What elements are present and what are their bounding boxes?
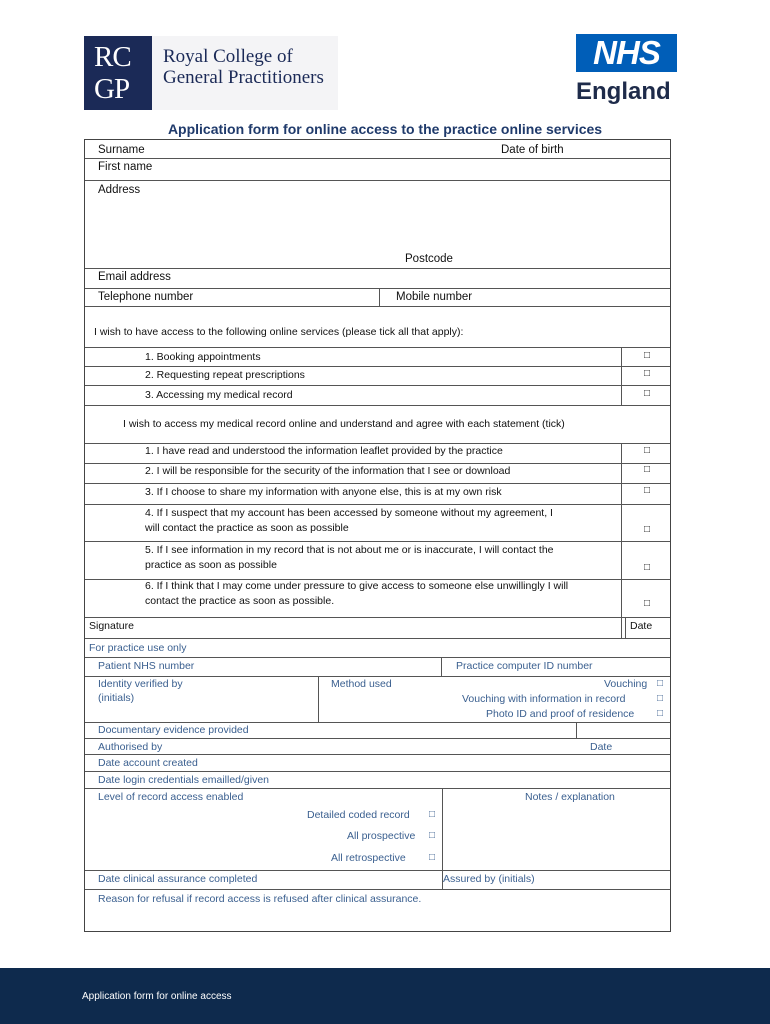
service-checkbox[interactable]: □ xyxy=(644,350,651,361)
assured-by-label: Assured by (initials) xyxy=(443,873,535,885)
photo-id-label: Photo ID and proof of residence xyxy=(486,708,635,720)
footer-text: Application form for online access xyxy=(82,991,232,1002)
statement-checkbox[interactable]: □ xyxy=(644,598,651,609)
statement-item: 5. If I see information in my record that is not about me or is inaccurate, I will contact the practice as soon as possible xyxy=(145,544,554,571)
statement-item: 2. I will be responsible for the security of the information that I see or download xyxy=(145,465,511,477)
statements-intro: I wish to access my medical record online and understand and agree with each statement (tick) xyxy=(123,418,565,430)
statement-checkbox[interactable]: □ xyxy=(644,464,651,475)
practice-use-header: For practice use only xyxy=(89,642,187,654)
statement-checkbox[interactable]: □ xyxy=(644,445,651,456)
identity-verified-label: Identity verified by xyxy=(98,678,183,690)
service-item: 2. Requesting repeat prescriptions xyxy=(145,369,305,381)
documentary-evidence-label: Documentary evidence provided xyxy=(98,724,249,736)
statement-checkbox[interactable]: □ xyxy=(644,524,651,535)
account-created-label: Date account created xyxy=(98,757,198,769)
email-label: Email address xyxy=(98,271,171,283)
mobile-label: Mobile number xyxy=(396,291,473,303)
all-retrospective-label: All retrospective xyxy=(331,852,406,864)
statement-item: 1. I have read and understood the information leaflet provided by the practice xyxy=(145,445,503,457)
record-access-level-label: Level of record access enabled xyxy=(98,791,244,803)
detailed-coded-label: Detailed coded record xyxy=(307,809,410,821)
signature-label: Signature xyxy=(89,620,134,632)
rcgp-logo-mark: RC GP xyxy=(84,36,152,110)
statement-checkbox[interactable]: □ xyxy=(644,485,651,496)
address-label: Address xyxy=(98,184,141,196)
statement-item: 4. If I suspect that my account has been accessed by someone without my agreement, I will contact the practice as soon as possible xyxy=(145,507,553,534)
statement-item: 3. If I choose to share my information with anyone else, this is at my own risk xyxy=(145,486,502,498)
method-used-label: Method used xyxy=(331,678,392,690)
service-checkbox[interactable]: □ xyxy=(644,368,651,379)
telephone-label: Telephone number xyxy=(98,291,194,303)
photo-id-checkbox[interactable]: □ xyxy=(657,708,664,719)
all-prospective-checkbox[interactable]: □ xyxy=(429,830,436,841)
surname-label: Surname xyxy=(98,144,145,156)
detailed-coded-checkbox[interactable]: □ xyxy=(429,809,436,820)
nhs-number-label: Patient NHS number xyxy=(98,660,195,672)
notes-label: Notes / explanation xyxy=(525,791,615,803)
first-name-label: First name xyxy=(98,161,153,173)
vouching-info-label: Vouching with information in record xyxy=(462,693,626,705)
computer-id-label: Practice computer ID number xyxy=(456,660,593,672)
clinical-assurance-label: Date clinical assurance completed xyxy=(98,873,258,885)
all-prospective-label: All prospective xyxy=(347,830,416,842)
nhs-england-label: England xyxy=(576,78,671,105)
initials-label: (initials) xyxy=(98,692,135,704)
date-of-birth-label: Date of birth xyxy=(501,144,564,156)
services-intro: I wish to have access to the following online services (please tick all that apply): xyxy=(94,326,464,338)
statement-item: 6. If I think that I may come under pressure to give access to someone else unwillingly I will contact the practice as soon as possible. xyxy=(145,580,569,607)
form-title: Application form for online access to the practice online services xyxy=(167,121,603,137)
authorised-date-label: Date xyxy=(590,741,613,753)
all-retrospective-checkbox[interactable]: □ xyxy=(429,852,436,863)
service-item: 3. Accessing my medical record xyxy=(145,389,293,401)
service-checkbox[interactable]: □ xyxy=(644,388,651,399)
authorised-by-label: Authorised by xyxy=(98,741,163,753)
nhs-logo: NHS xyxy=(576,34,677,72)
login-emailed-label: Date login credentials emailled/given xyxy=(98,774,270,786)
signature-date-label: Date xyxy=(630,620,653,632)
statement-checkbox[interactable]: □ xyxy=(644,562,651,573)
vouching-info-checkbox[interactable]: □ xyxy=(657,693,664,704)
vouching-label: Vouching xyxy=(604,678,648,690)
refusal-reason-label: Reason for refusal if record access is refused after clinical assurance. xyxy=(98,893,422,905)
service-item: 1. Booking appointments xyxy=(145,351,261,363)
rcgp-logo-text: Royal College of General Practitioners xyxy=(163,46,324,88)
postcode-label: Postcode xyxy=(405,253,453,265)
vouching-checkbox[interactable]: □ xyxy=(657,678,664,689)
